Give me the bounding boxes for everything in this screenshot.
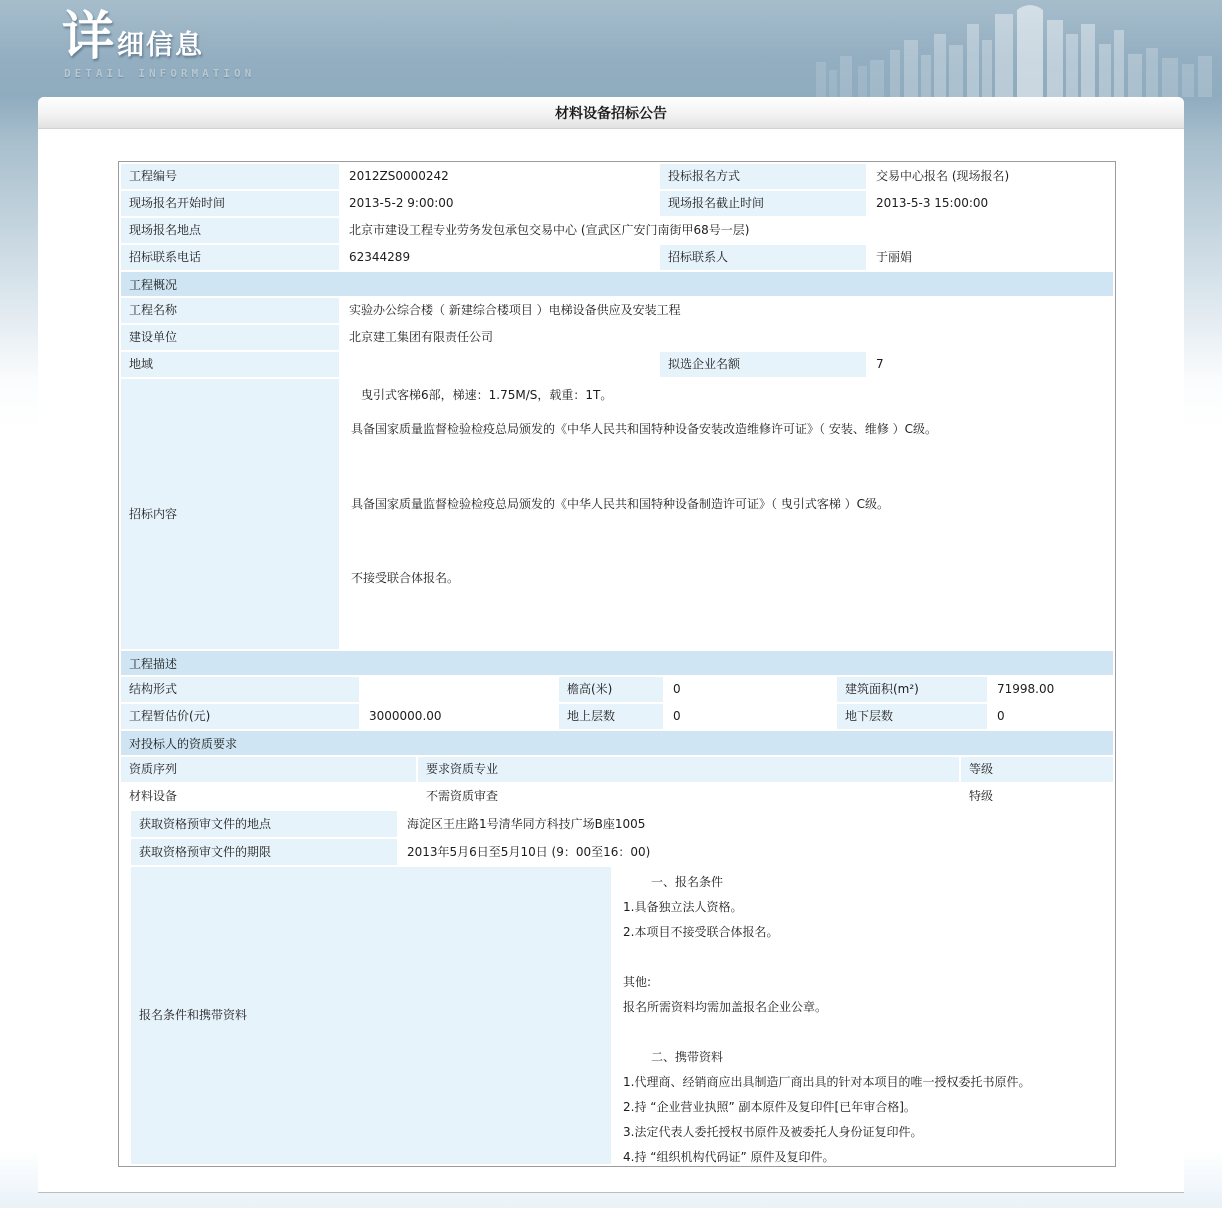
value-planned-enterprise-quota: 7 xyxy=(868,352,1113,377)
site-logo-text xyxy=(62,8,255,66)
label-tender-phone: 招标联系电话 xyxy=(121,245,339,270)
value-estimated-price: 3000000.00 xyxy=(361,704,557,729)
value-tender-contact: 于丽娟 xyxy=(868,245,1113,270)
condition-line: 1.代理商、经销商应出具制造厂商出具的针对本项目的唯一授权委托书原件。 xyxy=(623,1075,1031,1089)
table-row xyxy=(121,677,1113,702)
tender-content-line: 具备国家质量监督检验检疫总局颁发的《中华人民共和国特种设备安装改造维修许可证》（ 安装、维修 ）C级。 xyxy=(351,422,938,436)
label-project-name: 工程名称 xyxy=(121,298,339,323)
label-registration-deadline: 现场报名截止时间 xyxy=(660,191,866,216)
value-project-code: 2012ZS0000242 xyxy=(341,164,658,189)
city-skyline-graphic xyxy=(812,0,1222,97)
condition-line: 3.法定代表人委托授权书原件及被委托人身份证复印件。 xyxy=(623,1125,923,1139)
table-row xyxy=(121,867,1113,1164)
content-panel xyxy=(38,97,1184,1193)
condition-line: 报名所需资料均需加盖报名企业公章。 xyxy=(623,1000,828,1014)
condition-line: 2.持 “企业营业执照” 副本原件及复印件[已年审合格]。 xyxy=(623,1100,916,1114)
condition-line: 二、携带资料 xyxy=(651,1050,724,1064)
label-registration-conditions: 报名条件和携带资料 xyxy=(131,867,611,1164)
tender-content-line: 不接受联合体报名。 xyxy=(351,571,460,585)
value-required-specialty: 不需资质审查 xyxy=(418,784,959,809)
label-estimated-price: 工程暂估价(元) xyxy=(121,704,359,729)
logo-secondary-text: 细信息 xyxy=(117,30,205,61)
table-row xyxy=(121,352,1113,377)
label-prequalification-doc-place: 获取资格预审文件的地点 xyxy=(131,811,397,837)
table-row xyxy=(121,811,1113,837)
condition-line: 其他: xyxy=(623,975,652,989)
label-building-area: 建筑面积(m²) xyxy=(837,677,987,702)
tender-content-line: 具备国家质量监督检验检疫总局颁发的《中华人民共和国特种设备制造许可证》（ 曳引式客梯 ）C级。 xyxy=(351,497,890,511)
section-header-qualification-requirements: 对投标人的资质要求 xyxy=(121,731,1113,755)
value-qualification-series: 材料设备 xyxy=(121,784,416,809)
label-tender-contact: 招标联系人 xyxy=(660,245,866,270)
label-structure-type: 结构形式 xyxy=(121,677,359,702)
label-region: 地域 xyxy=(121,352,339,377)
label-bid-registration-method: 投标报名方式 xyxy=(660,164,866,189)
value-prequalification-doc-place: 海淀区王庄路1号清华同方科技广场B座1005 xyxy=(399,811,1113,837)
label-project-code: 工程编号 xyxy=(121,164,339,189)
value-floors-below-ground: 0 xyxy=(989,704,1113,729)
label-eave-height: 檐高(米) xyxy=(559,677,663,702)
table-row xyxy=(121,704,1113,729)
table-row xyxy=(121,191,1113,216)
value-eave-height: 0 xyxy=(665,677,835,702)
value-bid-registration-method: 交易中心报名 (现场报名) xyxy=(868,164,1113,189)
label-construction-unit: 建设单位 xyxy=(121,325,339,350)
value-building-area: 71998.00 xyxy=(989,677,1113,702)
label-registration-place: 现场报名地点 xyxy=(121,218,339,243)
section-header-project-description: 工程描述 xyxy=(121,651,1113,675)
label-floors-above-ground: 地上层数 xyxy=(559,704,663,729)
table-row xyxy=(121,245,1113,270)
table-row xyxy=(121,298,1113,323)
value-prequalification-doc-period: 2013年5月6日至5月10日 (9：00至16：00) xyxy=(399,839,1113,865)
page-title: 材料设备招标公告 xyxy=(555,105,667,122)
tender-detail-table xyxy=(118,161,1116,1167)
logo-subtitle-english: DETAIL INFORMATION xyxy=(64,67,256,80)
value-tender-phone: 62344289 xyxy=(341,245,658,270)
column-header-grade: 等级 xyxy=(961,757,1113,782)
label-planned-enterprise-quota: 拟选企业名额 xyxy=(660,352,866,377)
table-row xyxy=(121,164,1113,189)
label-floors-below-ground: 地下层数 xyxy=(837,704,987,729)
column-header-required-specialty: 要求资质专业 xyxy=(418,757,959,782)
condition-line: 4.持 “组织机构代码证” 原件及复印件。 xyxy=(623,1150,835,1164)
value-registration-deadline: 2013-5-3 15:00:00 xyxy=(868,191,1113,216)
value-registration-conditions xyxy=(613,867,1113,1164)
value-registration-start-time: 2013-5-2 9:00:00 xyxy=(341,191,658,216)
label-prequalification-doc-period: 获取资格预审文件的期限 xyxy=(131,839,397,865)
value-grade: 特级 xyxy=(961,784,1113,809)
section-header-project-overview: 工程概况 xyxy=(121,272,1113,296)
table-row xyxy=(121,218,1113,243)
value-floors-above-ground: 0 xyxy=(665,704,835,729)
value-region xyxy=(341,352,658,377)
gutter-cell xyxy=(121,867,129,1164)
page-title-bar xyxy=(38,97,1184,129)
value-tender-content xyxy=(341,379,1113,649)
value-registration-place: 北京市建设工程专业劳务发包承包交易中心 (宣武区广安门南街甲68号一层) xyxy=(341,218,1113,243)
value-construction-unit: 北京建工集团有限责任公司 xyxy=(341,325,1113,350)
column-header-qualification-series: 资质序列 xyxy=(121,757,416,782)
condition-line: 2.本项目不接受联合体报名。 xyxy=(623,925,779,939)
table-row xyxy=(121,325,1113,350)
label-tender-content: 招标内容 xyxy=(121,379,339,649)
site-logo xyxy=(62,8,255,80)
table-header-row xyxy=(121,757,1113,782)
value-project-name: 实验办公综合楼（ 新建综合楼项目 ）电梯设备供应及安装工程 xyxy=(341,298,1113,323)
label-registration-start-time: 现场报名开始时间 xyxy=(121,191,339,216)
condition-line: 一、报名条件 xyxy=(651,875,724,889)
table-row xyxy=(121,379,1113,649)
gutter-cell xyxy=(121,839,129,865)
logo-main-char: 详 xyxy=(62,7,115,67)
table-row xyxy=(121,839,1113,865)
gutter-cell xyxy=(121,811,129,837)
value-structure-type xyxy=(361,677,557,702)
tender-content-line: 曳引式客梯6部，梯速：1.75M/S，载重：1T。 xyxy=(361,388,613,402)
table-row xyxy=(121,784,1113,809)
condition-line: 1.具备独立法人资格。 xyxy=(623,900,743,914)
